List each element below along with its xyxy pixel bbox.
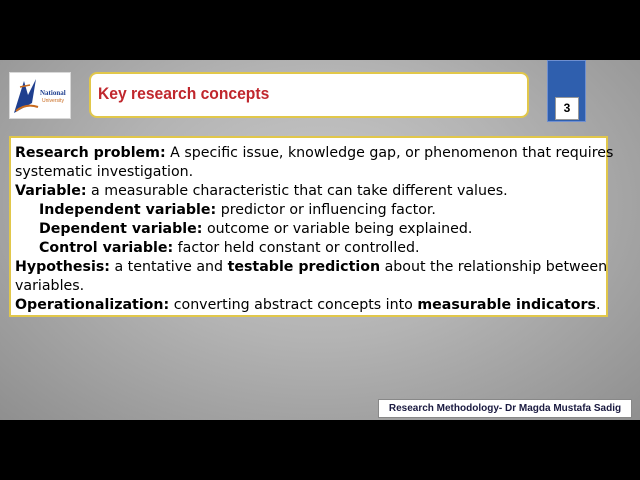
control-def: factor held constant or controlled. <box>173 240 420 256</box>
operationalization-emph: measurable indicators <box>417 297 596 313</box>
hypothesis-def-b: about the relationship between <box>380 259 608 275</box>
variable-line <box>15 182 602 201</box>
footer-credit: Research Methodology- Dr Magda Mustafa Sadig <box>378 399 632 418</box>
content-box <box>9 136 614 317</box>
slide-title: Key research concepts <box>98 84 270 103</box>
hypothesis-def-a: a tentative and <box>109 259 228 275</box>
variable-def: a measurable characteristic that can take different values. <box>86 183 508 199</box>
hypothesis-term: Hypothesis: <box>15 259 110 275</box>
hypothesis-line2: variables. <box>15 278 85 294</box>
logo-text-university: University <box>42 98 64 104</box>
independent-line <box>15 201 602 220</box>
slide <box>0 60 640 420</box>
university-logo <box>9 72 71 119</box>
operationalization-def-b: . <box>596 297 601 313</box>
research-problem-term: Research problem: <box>15 145 166 161</box>
operationalization-line <box>15 296 602 315</box>
operationalization-def-a: converting abstract concepts into <box>169 297 418 313</box>
hypothesis-emph: testable prediction <box>227 259 381 275</box>
operationalization-term: Operationalization: <box>15 297 170 313</box>
page-tab <box>547 60 586 122</box>
independent-def: predictor or influencing factor. <box>216 202 436 218</box>
variable-term: Variable: <box>15 183 87 199</box>
research-problem-line <box>15 144 614 163</box>
research-problem-line2: systematic investigation. <box>15 164 194 180</box>
logo-text-national: National <box>40 89 66 97</box>
independent-term: Independent variable: <box>39 202 217 218</box>
page-number: 3 <box>555 97 579 120</box>
control-line <box>15 239 602 258</box>
dependent-term: Dependent variable: <box>39 221 203 237</box>
dependent-line <box>15 220 602 239</box>
control-term: Control variable: <box>39 240 174 256</box>
dependent-def: outcome or variable being explained. <box>202 221 473 237</box>
research-problem-def: A specific issue, knowledge gap, or phenomenon that requires <box>165 145 614 161</box>
title-box <box>89 72 529 118</box>
hypothesis-line <box>15 258 608 277</box>
